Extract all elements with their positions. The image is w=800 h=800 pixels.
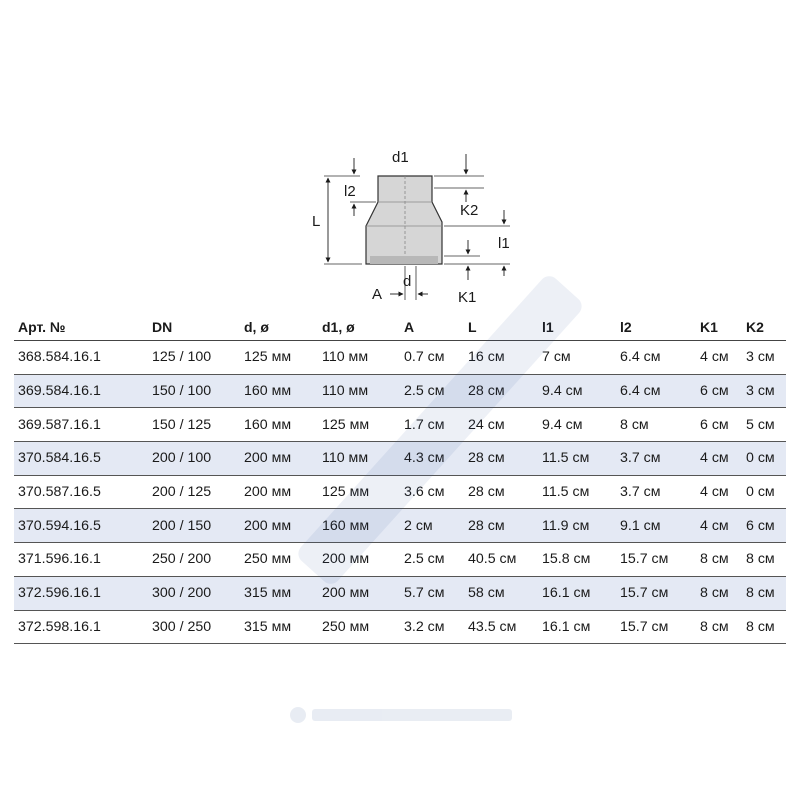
table-cell: 3.7 см [616,442,696,476]
table-cell: 3.7 см [616,475,696,509]
table-cell: 8 см [696,543,742,577]
table-row [14,543,786,577]
table-row [14,610,786,644]
table-cell: 200 мм [240,509,318,543]
brand-watermark [288,704,518,726]
table-cell: 0 см [742,442,786,476]
table-cell: 9.4 см [538,374,616,408]
reducer-diagram [310,140,510,310]
table-cell: 4.3 см [400,442,464,476]
table-row [14,509,786,543]
table-cell: 0 см [742,475,786,509]
label-l1: l1 [498,235,510,252]
column-header: A [400,314,464,341]
table-cell: 200 мм [318,576,400,610]
table-cell: 4 см [696,475,742,509]
table-cell: 5 см [742,408,786,442]
table-cell: 125 / 100 [148,341,240,375]
table-row [14,374,786,408]
table-cell: 11.5 см [538,475,616,509]
table-cell: 125 мм [240,341,318,375]
table-cell: 200 мм [240,442,318,476]
table-cell: 315 мм [240,610,318,644]
table-cell: 8 см [696,576,742,610]
column-header: d1, ø [318,314,400,341]
table-cell: 2.5 см [400,543,464,577]
table-cell: 6 см [696,408,742,442]
table-cell: 28 см [464,374,538,408]
table-cell: 250 мм [240,543,318,577]
table-cell: 6 см [696,374,742,408]
table-cell: 110 мм [318,374,400,408]
table-cell: 40.5 см [464,543,538,577]
table-cell: 11.5 см [538,442,616,476]
table-cell: 200 / 100 [148,442,240,476]
table-cell: 6 см [742,509,786,543]
table-cell: 150 / 100 [148,374,240,408]
table-cell: 160 мм [318,509,400,543]
table-cell: 250 / 200 [148,543,240,577]
table-cell: 3.2 см [400,610,464,644]
table-row [14,442,786,476]
table-cell: 6.4 см [616,374,696,408]
table-cell: 370.594.16.5 [14,509,148,543]
label-L: L [312,213,321,230]
table-cell: 16.1 см [538,576,616,610]
table-cell: 3.6 см [400,475,464,509]
table-cell: 4 см [696,509,742,543]
table-cell: 9.1 см [616,509,696,543]
table-cell: 15.7 см [616,576,696,610]
table-body [14,341,786,644]
label-K2: K2 [460,202,479,219]
table-cell: 372.598.16.1 [14,610,148,644]
table-cell: 28 см [464,475,538,509]
table-cell: 3 см [742,374,786,408]
table-row [14,475,786,509]
table-cell: 300 / 200 [148,576,240,610]
table-cell: 4 см [696,442,742,476]
table-cell: 3 см [742,341,786,375]
table-cell: 315 мм [240,576,318,610]
table-cell: 369.584.16.1 [14,374,148,408]
table-cell: 300 / 250 [148,610,240,644]
table-cell: 8 см [742,610,786,644]
column-header: DN [148,314,240,341]
table-cell: 160 мм [240,374,318,408]
table-cell: 4 см [696,341,742,375]
table-cell: 110 мм [318,442,400,476]
table-cell: 372.596.16.1 [14,576,148,610]
label-l2: l2 [344,183,356,200]
table-cell: 8 см [742,543,786,577]
label-d1: d1 [392,149,409,166]
table-cell: 368.584.16.1 [14,341,148,375]
column-header: K2 [742,314,786,341]
table-cell: 200 / 125 [148,475,240,509]
table-cell: 43.5 см [464,610,538,644]
table-cell: 15.7 см [616,610,696,644]
table-cell: 250 мм [318,610,400,644]
column-header: Арт. № [14,314,148,341]
table-row [14,576,786,610]
table-cell: 28 см [464,509,538,543]
table-cell: 16.1 см [538,610,616,644]
table-cell: 11.9 см [538,509,616,543]
table-cell: 15.8 см [538,543,616,577]
column-header: l1 [538,314,616,341]
table-cell: 2 см [400,509,464,543]
table-cell: 370.587.16.5 [14,475,148,509]
table-row [14,341,786,375]
table-cell: 160 мм [240,408,318,442]
table-cell: 200 / 150 [148,509,240,543]
table-cell: 0.7 см [400,341,464,375]
table-cell: 24 см [464,408,538,442]
table-cell: 16 см [464,341,538,375]
label-A: A [372,286,383,303]
label-K1: K1 [458,289,477,306]
table-cell: 110 мм [318,341,400,375]
table-cell: 7 см [538,341,616,375]
label-d: d [403,273,412,290]
table-cell: 28 см [464,442,538,476]
table-cell: 6.4 см [616,341,696,375]
table-cell: 58 см [464,576,538,610]
table-cell: 200 мм [240,475,318,509]
table-cell: 125 мм [318,408,400,442]
table-cell: 2.5 см [400,374,464,408]
table-cell: 370.584.16.5 [14,442,148,476]
table-cell: 369.587.16.1 [14,408,148,442]
table-row [14,408,786,442]
table-cell: 8 см [616,408,696,442]
table-cell: 150 / 125 [148,408,240,442]
column-header: L [464,314,538,341]
column-header: K1 [696,314,742,341]
table-cell: 9.4 см [538,408,616,442]
table-cell: 8 см [696,610,742,644]
table-cell: 5.7 см [400,576,464,610]
table-cell: 200 мм [318,543,400,577]
table-cell: 15.7 см [616,543,696,577]
table-cell: 8 см [742,576,786,610]
table-cell: 1.7 см [400,408,464,442]
table-cell: 371.596.16.1 [14,543,148,577]
column-header: d, ø [240,314,318,341]
reducer-shape [366,176,442,264]
table-header-row [14,314,786,341]
column-header: l2 [616,314,696,341]
spec-table [14,314,786,644]
table-cell: 125 мм [318,475,400,509]
